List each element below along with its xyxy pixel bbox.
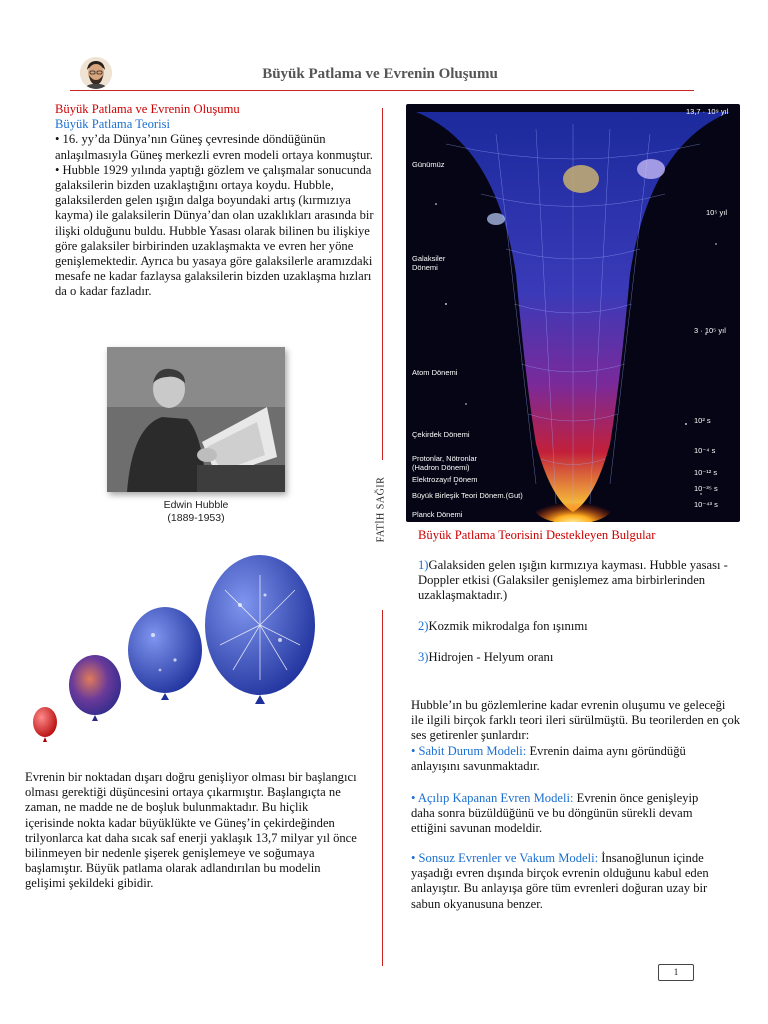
evidence-heading: Büyük Patlama Teorisini Destekleyen Bulgular (418, 528, 656, 542)
hubble-photo (107, 347, 285, 492)
model-text: Evrenin daima aynı göründüğü anlayışını savunmaktadır. (411, 744, 686, 774)
caption-years: (1889-1953) (167, 512, 225, 524)
balloon-small (69, 655, 121, 721)
label-time-1e-12: 10⁻¹² s (694, 468, 718, 477)
label-time-1e-43: 10⁻⁴³ s (694, 500, 718, 509)
label-time-3e5: 3 · 10⁵ yıl (694, 326, 726, 335)
label-elektrozayif: Elektrozayıf Dönem (412, 475, 478, 484)
author-name: FATİH SAĞIR (375, 476, 387, 543)
author-vertical-name (374, 470, 388, 554)
theories-intro: Hubble’ın bu gözlemlerine kadar evrenin oluşumu ve geleceği ile ilgili birçok farklı teori ileri sürülmüştü. Bu teorilerden en çok ses getirenler şunlardır: (411, 698, 741, 743)
model-steady-state (411, 744, 721, 774)
caption-name: Edwin Hubble (163, 499, 229, 511)
label-gunumuz: Günümüz (412, 160, 445, 169)
model-multiverse (411, 851, 721, 912)
evidence-item-2 (418, 619, 748, 634)
label-time-1e2: 10² s (694, 416, 711, 425)
evidence-number: 1) (418, 558, 429, 572)
paragraph-heliocentric: • 16. yy’da Dünya’nın Güneş çevresinde döndüğünün anlaşılmasıyla Güneş merkezli evren modeli ortaya konmuştur. (55, 132, 373, 162)
balloon-large (205, 555, 315, 704)
header-divider (70, 90, 694, 91)
evidence-text: Hidrojen - Helyum oranı (428, 650, 554, 664)
balloon-smallest (33, 707, 57, 742)
model-name: • Sabit Durum Modeli: (411, 744, 527, 758)
label-time-1e5: 10⁵ yıl (706, 208, 728, 217)
page-number: 1 (658, 964, 694, 981)
model-oscillating (411, 791, 721, 837)
evidence-item-1 (418, 558, 766, 604)
expanding-balloons-illustration (25, 545, 325, 755)
evidence-number: 3) (418, 650, 429, 664)
label-galaksiler: Galaksiler Dönemi (412, 254, 446, 272)
label-atom: Atom Dönemi (412, 368, 458, 377)
evidence-text: Kozmik mikrodalga fon ışınımı (428, 619, 588, 633)
model-name: • Sonsuz Evrenler ve Vakum Modeli: (411, 851, 599, 865)
label-time-1e-4: 10⁻⁴ s (694, 446, 716, 455)
evidence-text: Galaksiden gelen ışığın kırmızıya kayması. Hubble yasası - Doppler etkisi (Galaksiler genişlemez ama birbirlerinden uzaklaşmaktadır.) (418, 558, 728, 603)
left-intro (55, 102, 375, 300)
label-gut: Büyük Birleşik Teori Dönem.(Gut) (412, 491, 523, 500)
label-hadron: Protonlar, Nötronlar (Hadron Dönemi) (412, 454, 478, 472)
page-header-title: Büyük Patlama ve Evrenin Oluşumu (262, 66, 498, 82)
model-text: İnsanoğlunun içinde yaşadığı evren dışında birçok evrenin olduğunu kabul eden anlayıştır. Bu anlayışa göre tüm evrenleri doğuran uzay bir sabun okyanusuna benzer. (411, 851, 709, 911)
balloon-medium (128, 607, 202, 700)
section-subheading: Büyük Patlama Teorisi (55, 117, 171, 132)
cosmic-evolution-diagram (406, 104, 740, 522)
paragraph-hubble: • Hubble 1929 yılında yaptığı gözlem ve çalışmalar sonucunda galaksilerin bizden uzaklaştığını ortaya koydu. Hubble, galaksilerden gelen ışığın dalga boyundaki artış (kırmızıya kayma) ile galaksilerin Dünya’dan olan uzaklıkları arasında bir ilişki olduğunu buldu. Hubble Yasası olarak bilinen bu ilişkiye göre galaksiler birbirinden uzaklaşmakta ve evren her yöne genişlemektedir. Ayrıca bu yasaya göre galaksilerle aramızdaki mesafe ne kadar fazlaysa galaksilerin bizden uzaklaşma hızları da o kadar fazladır. (55, 162, 374, 299)
photo-caption (107, 499, 285, 525)
section-heading: Büyük Patlama ve Evrenin Oluşumu (55, 102, 240, 116)
column-divider-bottom (382, 610, 383, 966)
label-time-now: 13,7 · 10⁹ yıl (686, 107, 729, 116)
evidence-item-3 (418, 650, 748, 665)
paragraph-big-bang: Evrenin bir noktadan dışarı doğru genişliyor olması bir başlangıcı olması gerektiği düşüncesini ortaya çıkarmıştır. Başlangıçta ne zaman, ne madde ne de boşluk bulunmaktadır. Bu hiçlik içerisinde nokta kadar büyüklükte ve Güneş’in çekirdeğinden trilyonlarca kat daha sıcak saf enerji yaklaşık 13,7 milyar yıl önce bilinmeyen bir nedenle şişerek genişlemeye ve soğumaya başlamıştır. Büyük patlama olarak adlandırılan bu modelin gelişimi şekildeki gibidir. (25, 770, 357, 891)
label-planck: Planck Dönemi (412, 510, 463, 519)
label-cekirdek: Çekirdek Dönemi (412, 430, 470, 439)
column-divider-top (382, 108, 383, 460)
label-time-1e-35: 10⁻³⁵ s (694, 484, 718, 493)
author-avatar (80, 57, 112, 89)
evidence-number: 2) (418, 619, 429, 633)
model-text: Evrenin önce genişleyip daha sonra büzüldüğünü ve bu döngünün sürekli devam ettiğini savunan modeldir. (411, 791, 699, 836)
model-name: • Açılıp Kapanan Evren Modeli: (411, 791, 574, 805)
